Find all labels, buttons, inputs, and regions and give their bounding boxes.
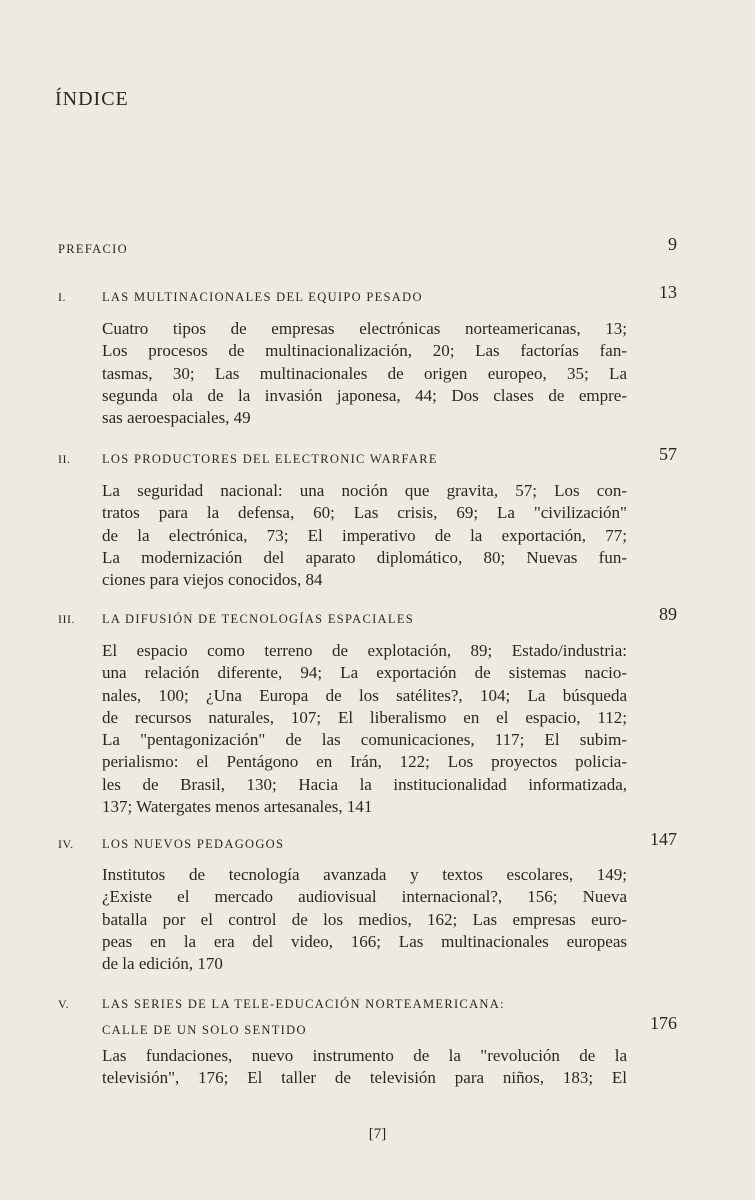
toc-entry-chapter-2 [0, 444, 755, 474]
toc-entry-chapter-1 [0, 282, 755, 312]
chapter-3-summary [102, 640, 627, 818]
summary-line: de la electrónica, 73; El imperativo de la exportación, 77; [102, 525, 627, 545]
chapter-number: V. [58, 997, 70, 1011]
summary-line: Institutos de tecnología avanzada y textos escolares, 149; [102, 865, 627, 884]
chapter-title: LA DIFUSIÓN DE TECNOLOGÍAS ESPACIALES [102, 612, 415, 626]
chapter-4-summary [102, 864, 627, 975]
summary-line: peas en la era del video, 166; Las multinacionales europeas [102, 931, 627, 951]
summary-line: La modernización del aparato diplomático, 80; Nuevas fun- [102, 547, 627, 567]
summary-line: ciones para viejos conocidos, 84 [102, 570, 323, 590]
summary-line: tratos para la defensa, 60; Las crisis, 69; La "civilización" [102, 503, 627, 523]
toc-entry-chapter-5 [0, 995, 755, 1037]
summary-line: segunda ola de la invasión japonesa, 44; Dos clases de empre- [102, 385, 627, 405]
summary-line: Las fundaciones, nuevo instrumento de la "revolución de la [102, 1046, 627, 1065]
summary-line: La "pentagonización" de las comunicaciones, 117; El subim- [102, 730, 627, 750]
entry-page-number: 13 [659, 282, 677, 302]
chapter-title: LOS PRODUCTORES DEL ELECTRONIC WARFARE [102, 452, 438, 466]
summary-line: de recursos naturales, 107; El liberalismo en el espacio, 112; [102, 707, 627, 727]
summary-line: 137; Watergates menos artesanales, 141 [102, 797, 373, 817]
chapter-1-summary [102, 318, 627, 429]
summary-line: batalla por el control de los medios, 162; Las empresas euro- [102, 909, 627, 929]
chapter-number: II. [58, 452, 71, 466]
summary-line: sas aeroespaciales, 49 [102, 408, 251, 428]
chapter-subtitle: CALLE DE UN SOLO SENTIDO [102, 1023, 307, 1037]
chapter-2-summary [102, 480, 627, 591]
summary-line: ¿Existe el mercado audiovisual internacional?, 156; Nueva [102, 887, 627, 907]
summary-line: La seguridad nacional: una noción que gravita, 57; Los con- [102, 481, 627, 500]
toc-entry-chapter-3 [0, 604, 755, 634]
summary-line: El espacio como terreno de explotación, 89; Estado/industria: [102, 641, 627, 660]
summary-line: Los procesos de multinacionalización, 20; Las factorías fan- [102, 341, 627, 361]
entry-page-number: 89 [659, 604, 677, 624]
chapter-title: LAS MULTINACIONALES DEL EQUIPO PESADO [102, 290, 423, 304]
summary-line: de la edición, 170 [102, 954, 223, 974]
summary-line: nales, 100; ¿Una Europa de los satélites?, 104; La búsqueda [102, 685, 627, 705]
chapter-title: LAS SERIES DE LA TELE-EDUCACIÓN NORTEAMERICANA: [102, 997, 505, 1011]
toc-entry-chapter-4 [0, 829, 755, 859]
chapter-5-summary [102, 1045, 627, 1090]
summary-line: televisión", 176; El taller de televisión para niños, 183; El [102, 1068, 627, 1088]
toc-entry-prefacio [0, 234, 755, 264]
entry-page-number: 147 [650, 829, 677, 849]
chapter-title: LOS NUEVOS PEDAGOGOS [102, 837, 285, 851]
page-number-footer: [7] [368, 1126, 387, 1142]
chapter-number: I. [58, 290, 66, 304]
summary-line: les de Brasil, 130; Hacia la institucionalidad informatizada, [102, 774, 627, 794]
summary-line: perialismo: el Pentágono en Irán, 122; Los proyectos policia- [102, 752, 627, 772]
entry-page-number: 9 [668, 234, 677, 254]
entry-label: PREFACIO [58, 242, 128, 256]
summary-line: tasmas, 30; Las multinacionales de origen europeo, 35; La [102, 363, 627, 383]
entry-page-number: 176 [650, 1013, 677, 1033]
summary-line: una relación diferente, 94; La exportación de sistemas nacio- [102, 663, 627, 683]
page-title: ÍNDICE [55, 88, 129, 110]
chapter-number: III. [58, 612, 75, 626]
entry-page-number: 57 [659, 444, 677, 464]
summary-line: Cuatro tipos de empresas electrónicas norteamericanas, 13; [102, 319, 627, 338]
chapter-number: IV. [58, 837, 74, 851]
